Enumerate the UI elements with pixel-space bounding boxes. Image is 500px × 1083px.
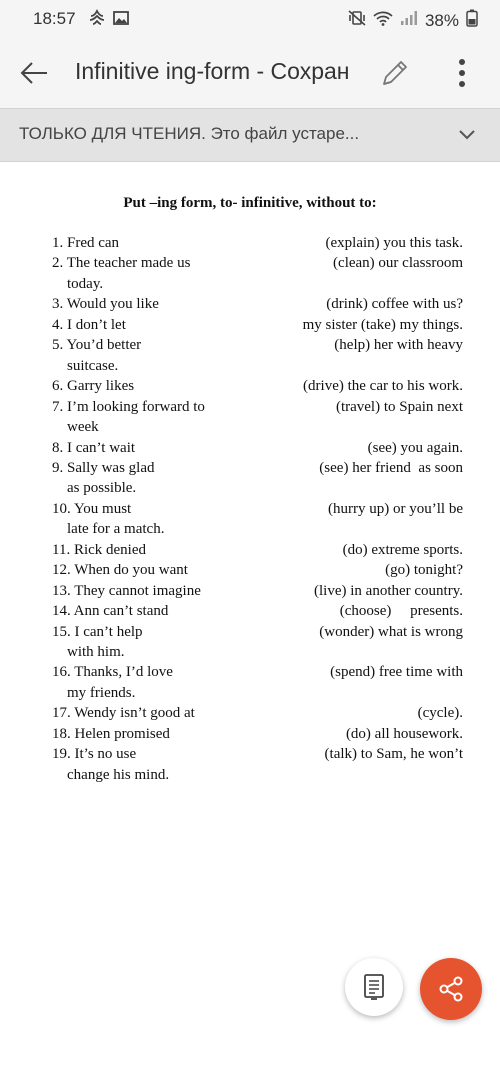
- view-mode-button[interactable]: [345, 958, 403, 1016]
- exercise-line-left: 9. Sally was glad: [52, 459, 155, 476]
- status-bar: [0, 0, 500, 38]
- exercise-line-left: with him.: [67, 644, 125, 660]
- exercise-line-right: (talk) to Sam, he won’t: [324, 746, 463, 763]
- exercise-line-left: 19. It’s no use: [52, 746, 137, 763]
- exercise-line-right: (drink) coffee with us?: [326, 296, 463, 313]
- mute-vibrate-icon: [348, 10, 366, 31]
- exercise-line-left: 1. Fred can: [52, 235, 120, 251]
- exercise-line-right: (drive) the car to his work.: [303, 378, 463, 395]
- status-right: [348, 9, 478, 32]
- exercise-line-right: (go) tonight?: [385, 562, 463, 579]
- exercise-line-right: (spend) free time with: [330, 664, 463, 681]
- chevron-down-icon[interactable]: [455, 123, 479, 147]
- exercise-line-left: 11. Rick denied: [52, 541, 147, 558]
- read-only-banner-text: ТОЛЬКО ДЛЯ ЧТЕНИЯ. Это файл устаре...: [19, 124, 360, 143]
- exercise-line-left: as possible.: [67, 480, 137, 497]
- exercise-line-left: 18. Helen promised: [52, 725, 170, 742]
- share-button[interactable]: [420, 958, 482, 1020]
- wind-notification-icon: [88, 9, 106, 27]
- exercise-line-right: (cycle).: [417, 705, 463, 722]
- exercise-line-left: change his mind.: [67, 766, 170, 783]
- exercise-line-right: (see) her friend as soon: [319, 459, 463, 476]
- wifi-icon: [373, 10, 393, 31]
- exercise-line-left: suitcase.: [67, 357, 119, 374]
- back-arrow-icon[interactable]: [18, 57, 50, 89]
- app-bar: [0, 38, 500, 108]
- exercise-line-right: my sister (take) my things.: [302, 316, 463, 333]
- exercise-line-left: 13. They cannot imagine: [52, 582, 201, 599]
- exercise-line-right: (see) you again.: [367, 439, 463, 456]
- exercise-line-right: (do) extreme sports.: [342, 541, 463, 558]
- exercise-line-left: 14. Ann can’t stand: [52, 603, 169, 620]
- exercise-line-left: 15. I can’t help: [52, 623, 143, 640]
- exercise-line-right: (wonder) what is wrong: [319, 623, 463, 640]
- exercise-line-left: 3. Would you like: [52, 296, 159, 313]
- exercise-line-left: 17. Wendy isn’t good at: [52, 705, 195, 722]
- exercise-line-left: 8. I can’t wait: [52, 439, 136, 456]
- exercise-line-right: (travel) to Spain next: [335, 398, 463, 415]
- battery-percentage: 38%: [424, 10, 459, 30]
- exercise-line-right: (hurry up) or you’ll be: [328, 500, 463, 517]
- exercise-line-left: my friends.: [67, 684, 136, 701]
- exercise-line-right: (help) her with heavy: [334, 337, 463, 354]
- document-view-icon: [363, 973, 385, 1001]
- exercise-line-left: 6. Garry likes: [52, 378, 135, 395]
- battery-icon: [466, 9, 478, 32]
- more-vert-icon[interactable]: [447, 56, 477, 90]
- exercise-line-left: 10. You must: [52, 500, 132, 517]
- document-heading: Put –ing form, to- infinitive, without to:: [123, 195, 377, 211]
- exercise-line-left: week: [67, 419, 99, 436]
- exercise-line-left: late for a match.: [67, 521, 165, 538]
- document-title: Infinitive ing-form - Сохран: [75, 58, 350, 84]
- exercise-line-left: 7. I’m looking forward to: [52, 398, 205, 415]
- exercise-line-right: (choose) presents.: [339, 603, 463, 620]
- exercise-line-left: 16. Thanks, I’d love: [52, 664, 173, 681]
- exercise-line-right: (explain) you this task.: [325, 235, 463, 251]
- exercise-line-left: 4. I don’t let: [52, 316, 126, 333]
- image-notification-icon: [112, 9, 130, 27]
- exercise-line-left: 5. You’d better: [52, 337, 142, 354]
- exercise-line-right: (do) all housework.: [345, 725, 463, 742]
- signal-icon: [400, 10, 418, 31]
- share-icon: [437, 975, 465, 1003]
- status-time: 18:57: [33, 9, 76, 28]
- exercise-line-left: today.: [67, 275, 104, 292]
- document-page: [0, 160, 500, 1083]
- exercise-line-left: 2. The teacher made us: [52, 255, 191, 272]
- pencil-icon[interactable]: [378, 56, 412, 90]
- exercise-line-right: (live) in another country.: [314, 582, 463, 599]
- read-only-banner[interactable]: [0, 108, 500, 162]
- exercise-line-left: 12. When do you want: [52, 562, 188, 579]
- exercise-line-right: (clean) our classroom: [333, 255, 463, 272]
